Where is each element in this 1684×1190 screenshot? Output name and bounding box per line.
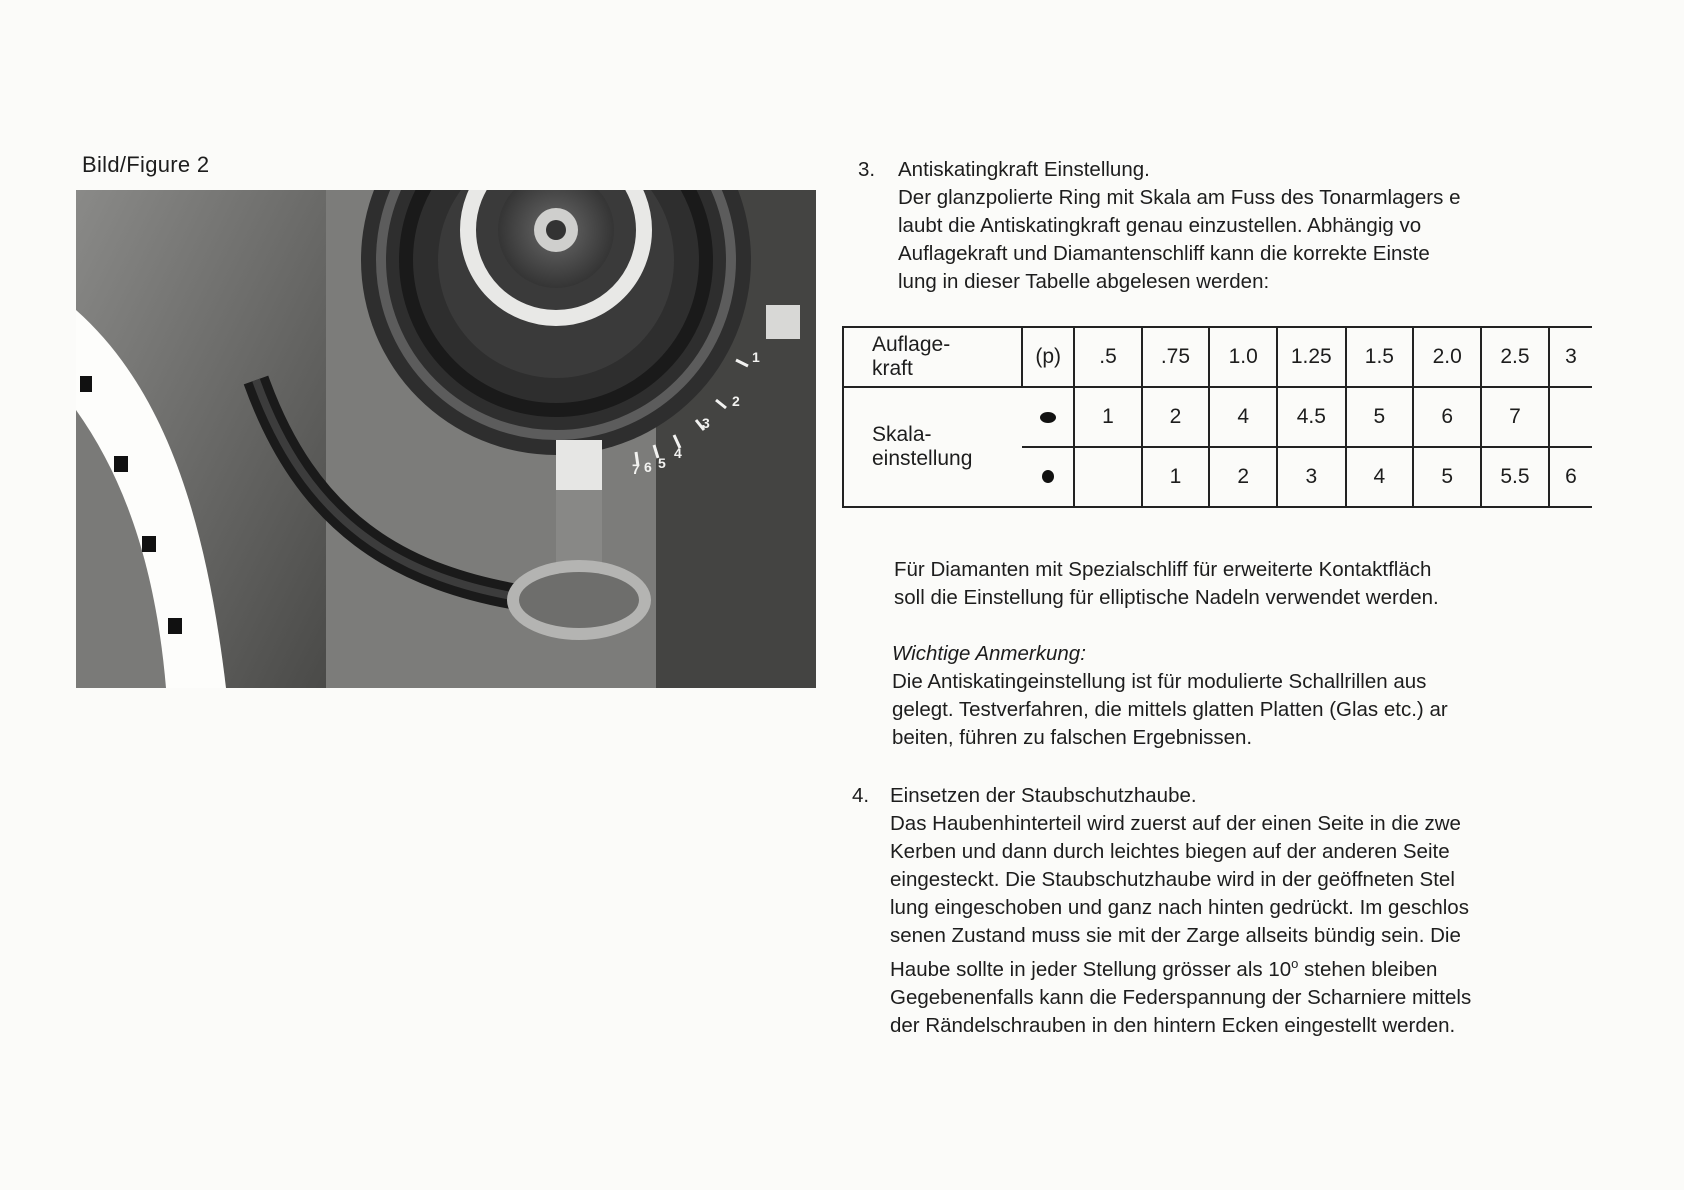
important-note bbox=[892, 640, 1448, 752]
platter-mark bbox=[114, 456, 128, 472]
table-cell: 1.5 bbox=[1346, 327, 1414, 387]
text-line: gelegt. Testverfahren, die mittels glatten Platten (Glas etc.) ar bbox=[892, 698, 1448, 721]
row-label: Auflage- kraft bbox=[843, 327, 1022, 387]
table-cell: 6 bbox=[1549, 447, 1592, 507]
table-cell: 3 bbox=[1549, 327, 1592, 387]
table-cell: 5.5 bbox=[1481, 447, 1549, 507]
scale-label: 5 bbox=[658, 455, 666, 471]
scale-label: 2 bbox=[732, 393, 740, 409]
section-number: 4. bbox=[852, 784, 870, 807]
text-line: laubt die Antiskatingkraft genau einzustellen. Abhängig vo bbox=[898, 214, 1422, 237]
platter-mark bbox=[80, 376, 92, 392]
tonearm-photo bbox=[76, 190, 816, 688]
text-line: Auflagekraft und Diamantenschliff kann die korrekte Einste bbox=[898, 242, 1430, 265]
table-cell: 1 bbox=[1142, 447, 1210, 507]
table-cell: 2.5 bbox=[1481, 327, 1549, 387]
text-line: Haube sollte in jeder Stellung grösser als 10$^o$ stehen bleiben bbox=[890, 956, 1438, 981]
table-cell: 2 bbox=[1209, 447, 1277, 507]
scale-label: 3 bbox=[702, 415, 710, 431]
table-cell: 4.5 bbox=[1277, 387, 1345, 447]
scale-label: 4 bbox=[674, 445, 682, 461]
table-cell: 1.0 bbox=[1209, 327, 1277, 387]
table-cell: .75 bbox=[1142, 327, 1210, 387]
section-title: Antiskatingkraft Einstellung. bbox=[898, 158, 1150, 181]
text-line: Die Antiskatingeinstellung ist für modulierte Schallrillen aus bbox=[892, 670, 1427, 693]
table-cell: 5 bbox=[1413, 447, 1481, 507]
special-note bbox=[894, 556, 1439, 612]
table-cell: 1.25 bbox=[1277, 327, 1345, 387]
table-cell bbox=[1549, 387, 1592, 447]
section-title: Einsetzen der Staubschutzhaube. bbox=[890, 784, 1197, 807]
section-number: 3. bbox=[858, 158, 876, 181]
table-cell: 6 bbox=[1413, 387, 1481, 447]
table-cell: 4 bbox=[1209, 387, 1277, 447]
text-line: lung eingeschoben und ganz nach hinten gedrückt. Im geschlos bbox=[890, 896, 1469, 919]
table-cell bbox=[1074, 447, 1141, 507]
table-cell: .5 bbox=[1074, 327, 1141, 387]
table-cell: 7 bbox=[1481, 387, 1549, 447]
scale-label: 6 bbox=[644, 459, 652, 475]
table-row bbox=[843, 387, 1592, 447]
tonearm-photo-drawing bbox=[76, 190, 816, 688]
antiskating-table bbox=[842, 326, 1592, 508]
unit-cell: (p) bbox=[1022, 327, 1074, 387]
table-row bbox=[843, 327, 1592, 387]
note-heading: Wichtige Anmerkung: bbox=[892, 642, 1086, 665]
table-cell: 3 bbox=[1277, 447, 1345, 507]
table-cell: 1 bbox=[1074, 387, 1141, 447]
text-line: eingesteckt. Die Staubschutzhaube wird in der geöffneten Stel bbox=[890, 868, 1455, 891]
text-line: senen Zustand muss sie mit der Zarge allseits bündig sein. Die bbox=[890, 924, 1461, 947]
text-line: Kerben und dann durch leichtes biegen auf der anderen Seite bbox=[890, 840, 1450, 863]
platter-mark bbox=[142, 536, 156, 552]
table-cell: 4 bbox=[1346, 447, 1414, 507]
figure-caption: Bild/Figure 2 bbox=[82, 152, 210, 177]
platter-mark bbox=[168, 618, 182, 634]
text-line: Gegebenenfalls kann die Federspannung der Scharniere mittels bbox=[890, 985, 1472, 1009]
text-line: soll die Einstellung für elliptische Nadeln verwendet werden. bbox=[894, 586, 1439, 609]
text-line: beiten, führen zu falschen Ergebnissen. bbox=[892, 726, 1253, 749]
text-line: lung in dieser Tabelle abgelesen werden: bbox=[898, 270, 1270, 293]
text-line: Für Diamanten mit Spezialschliff für erweiterte Kontaktfläch bbox=[894, 558, 1432, 581]
elliptical-stylus-symbol bbox=[1022, 447, 1074, 507]
text-line: Der glanzpolierte Ring mit Skala am Fuss des Tonarmlagers e bbox=[898, 186, 1461, 209]
table-cell: 2 bbox=[1142, 387, 1210, 447]
text-line: Das Haubenhinterteil wird zuerst auf der einen Seite in die zwe bbox=[890, 812, 1461, 835]
text-line: der Rändelschrauben in den hintern Ecken eingestellt werden. bbox=[890, 1013, 1456, 1037]
row-label: Skala- einstellung bbox=[843, 387, 1022, 507]
table-cell: 5 bbox=[1346, 387, 1414, 447]
conical-stylus-symbol bbox=[1022, 387, 1074, 447]
scale-label: 1 bbox=[752, 349, 760, 365]
table-cell: 2.0 bbox=[1413, 327, 1481, 387]
scale-label: 7 bbox=[632, 461, 640, 477]
